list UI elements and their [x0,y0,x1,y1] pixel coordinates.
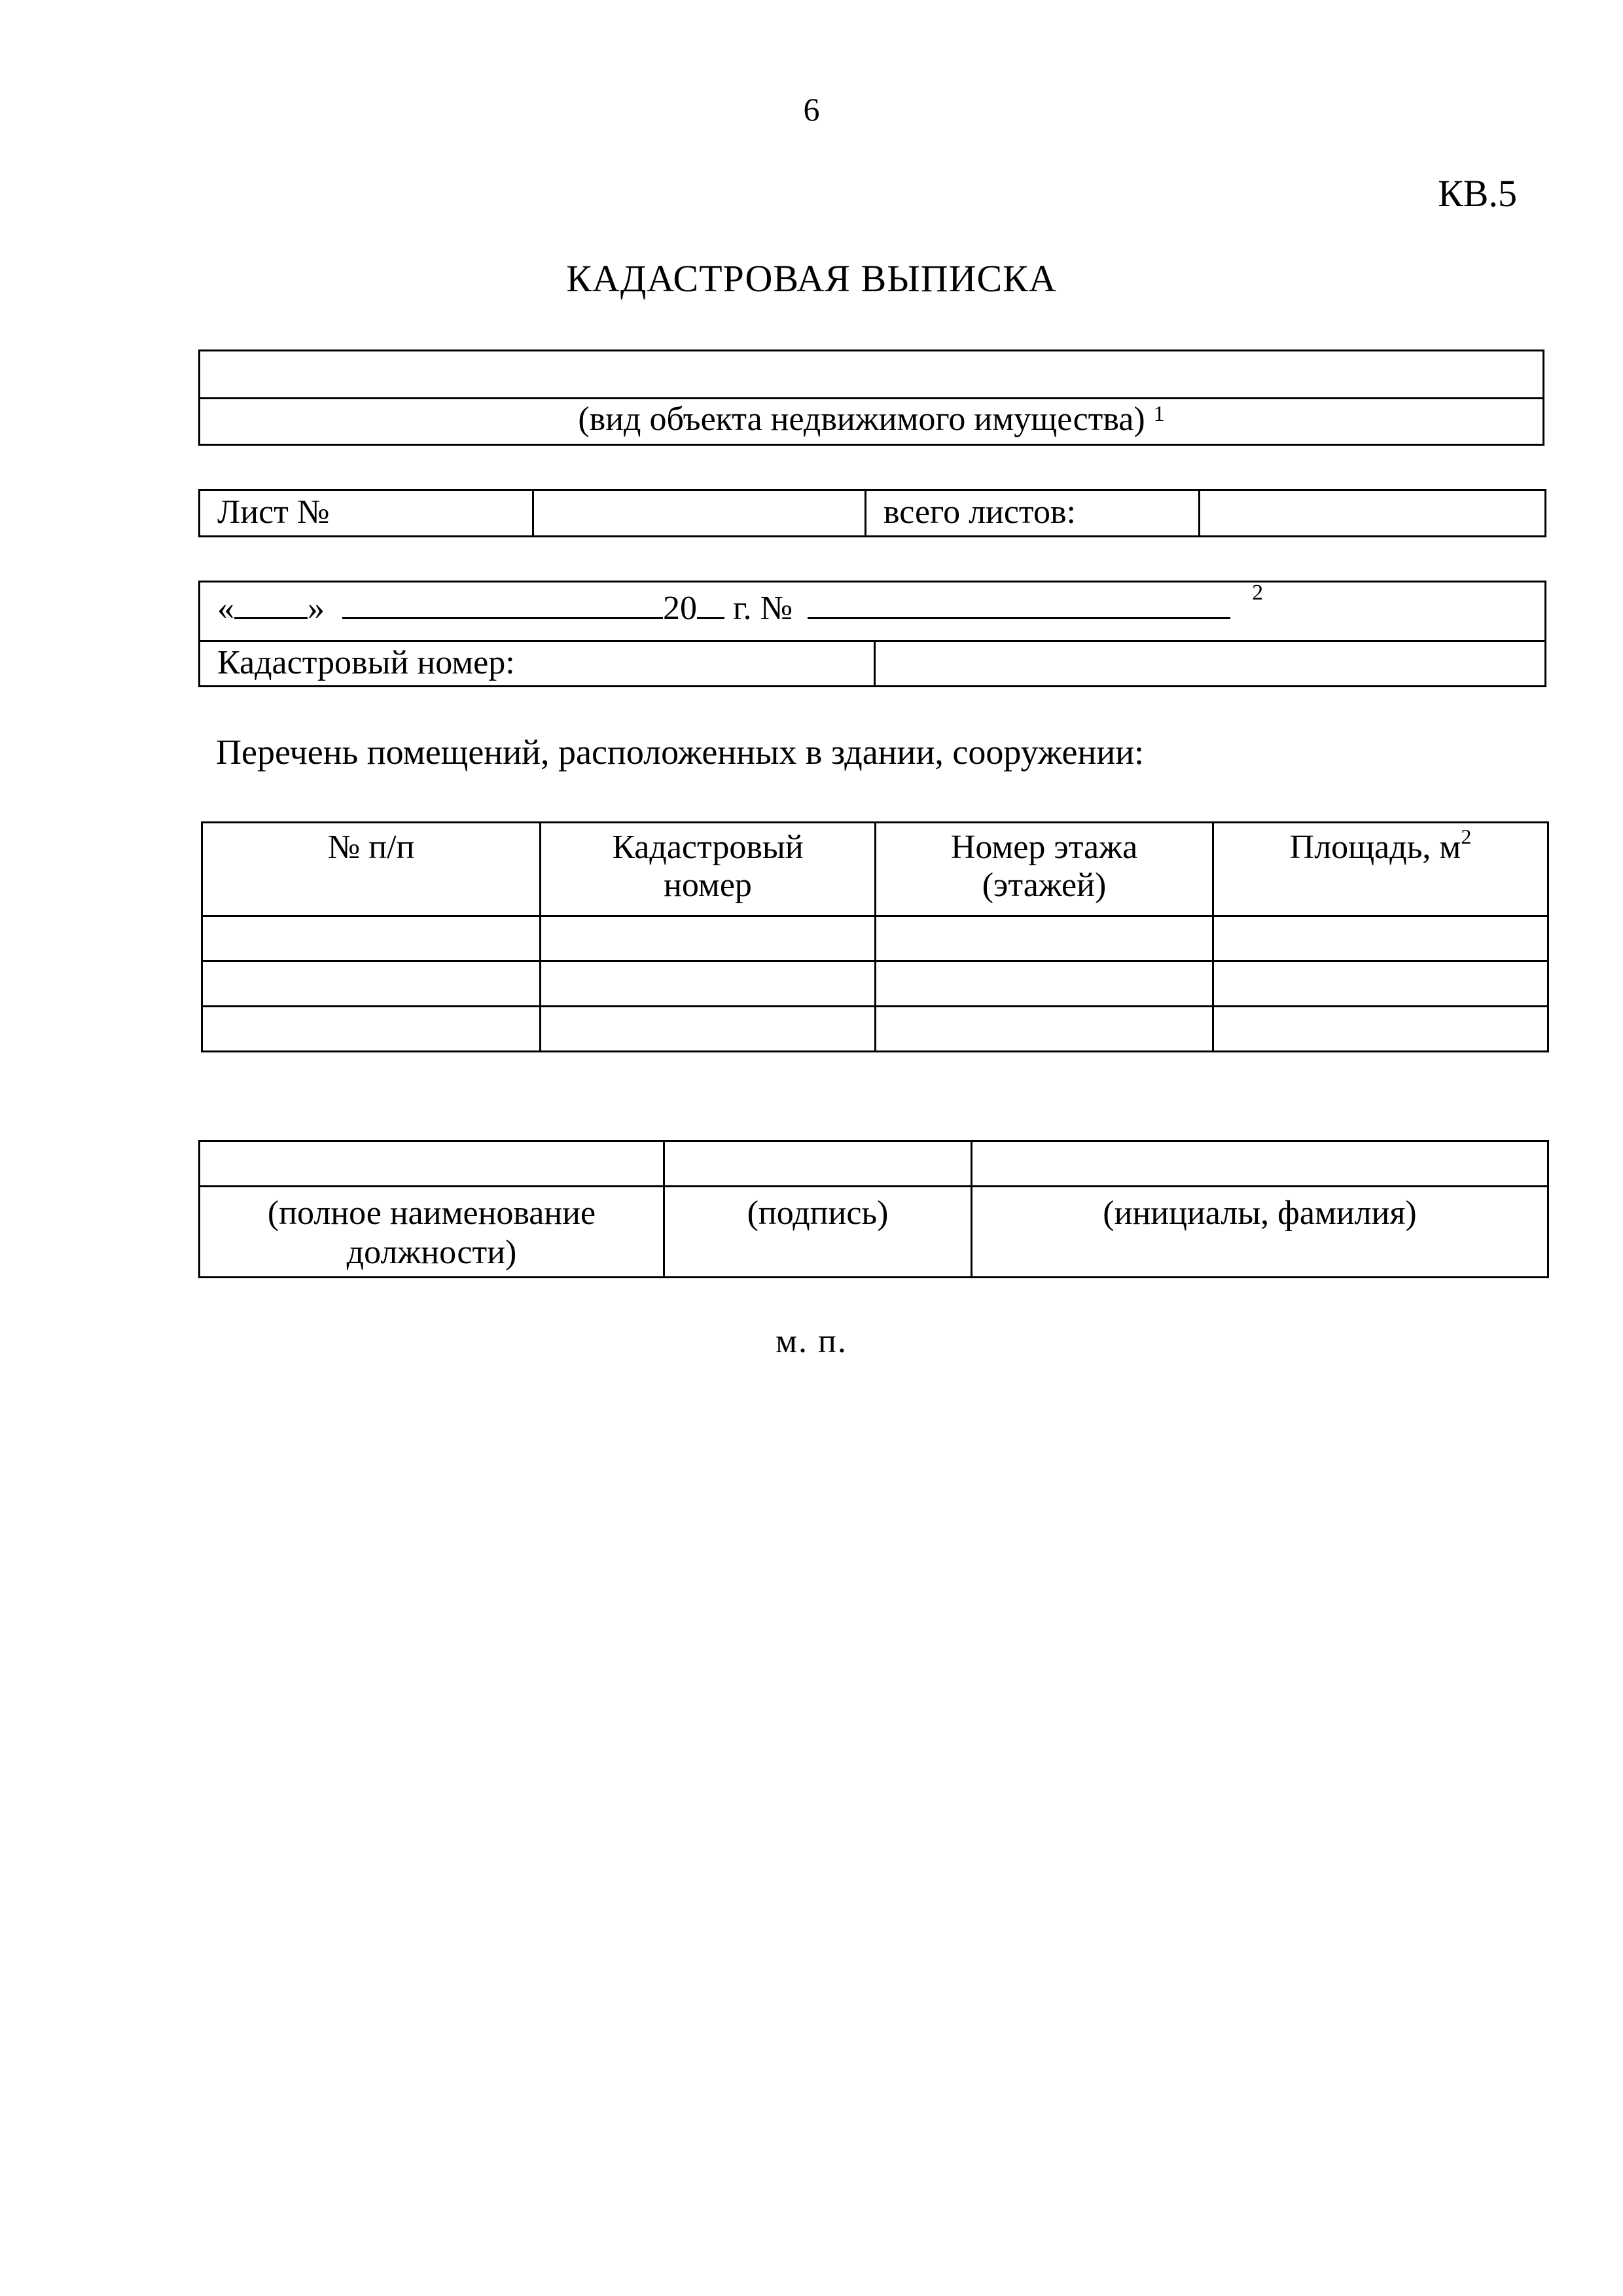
header-floor-number [876,823,1213,916]
object-kind-caption [200,399,1544,445]
table-cell[interactable] [202,961,541,1007]
header-area-sup: 2 [1461,825,1472,848]
object-kind-box [198,350,1544,446]
table-cell[interactable] [876,961,1213,1007]
name-field[interactable] [972,1141,1548,1187]
header-cadastral-line1: Кадастровый [612,829,804,866]
number-label: г. № [733,590,793,627]
table-cell[interactable] [1213,916,1548,961]
total-sheets-field[interactable] [1200,490,1546,537]
form-code: КВ.5 [1438,172,1517,215]
sheet-number-field[interactable] [533,490,866,537]
signature-field[interactable] [664,1141,972,1187]
position-caption [200,1187,664,1278]
header-cadastral-line2: номер [664,867,752,904]
premises-table [201,821,1549,1052]
footnote-2-marker: 2 [1252,581,1264,605]
premises-header-row [202,823,1548,916]
table-cell[interactable] [541,961,876,1007]
page-number: 6 [803,91,820,128]
object-kind-field[interactable] [200,351,1544,399]
header-area [1213,823,1548,916]
signature-table [198,1140,1549,1278]
table-cell[interactable] [876,1007,1213,1052]
table-cell[interactable] [1213,1007,1548,1052]
cadastral-number-field[interactable] [875,641,1546,687]
header-cadastral-number [541,823,876,916]
header-area-text [1214,825,1547,870]
header-area-label: Площадь, м [1289,829,1461,866]
premises-heading: Перечень помещений, расположенных в здании, сооружении: [216,732,1145,772]
table-cell[interactable] [541,1007,876,1052]
document-title: КАДАСТРОВАЯ ВЫПИСКА [566,257,1057,300]
sheet-number-label: Лист № [200,490,533,537]
footnote-1-marker: 1 [1153,402,1165,426]
name-caption: (инициалы, фамилия) [972,1187,1548,1278]
year-prefix: 20 [663,590,697,627]
header-row-number [202,823,541,916]
signature-caption: (подпись) [664,1187,972,1278]
object-kind-caption-text: (вид объекта недвижимого имущества) [578,401,1145,438]
total-sheets-label: всего листов: [866,490,1200,537]
close-quote: » [308,590,325,627]
open-quote: « [217,590,234,627]
year-field[interactable] [697,590,724,619]
stamp-place: м. п. [776,1323,847,1360]
date-number-box [198,581,1546,687]
position-caption-line2: должности) [346,1234,517,1271]
table-cell[interactable] [202,916,541,961]
table-cell[interactable] [876,916,1213,961]
position-caption-line1: (полное наименование [267,1194,596,1232]
header-row-number-text: № п/п [327,829,415,866]
table-row [202,916,1548,961]
document-number-field[interactable] [808,590,1230,619]
cadastral-number-label: Кадастровый номер: [200,641,875,687]
day-field[interactable] [234,590,308,619]
table-row [202,961,1548,1007]
table-cell[interactable] [1213,961,1548,1007]
header-floor-line1: Номер этажа [950,829,1138,866]
position-field[interactable] [200,1141,664,1187]
sheet-box [198,489,1546,537]
date-number-line [200,582,1546,641]
month-field[interactable] [342,590,663,619]
table-cell[interactable] [541,916,876,961]
table-cell[interactable] [202,1007,541,1052]
header-floor-line2: (этажей) [982,867,1107,904]
table-row [202,1007,1548,1052]
